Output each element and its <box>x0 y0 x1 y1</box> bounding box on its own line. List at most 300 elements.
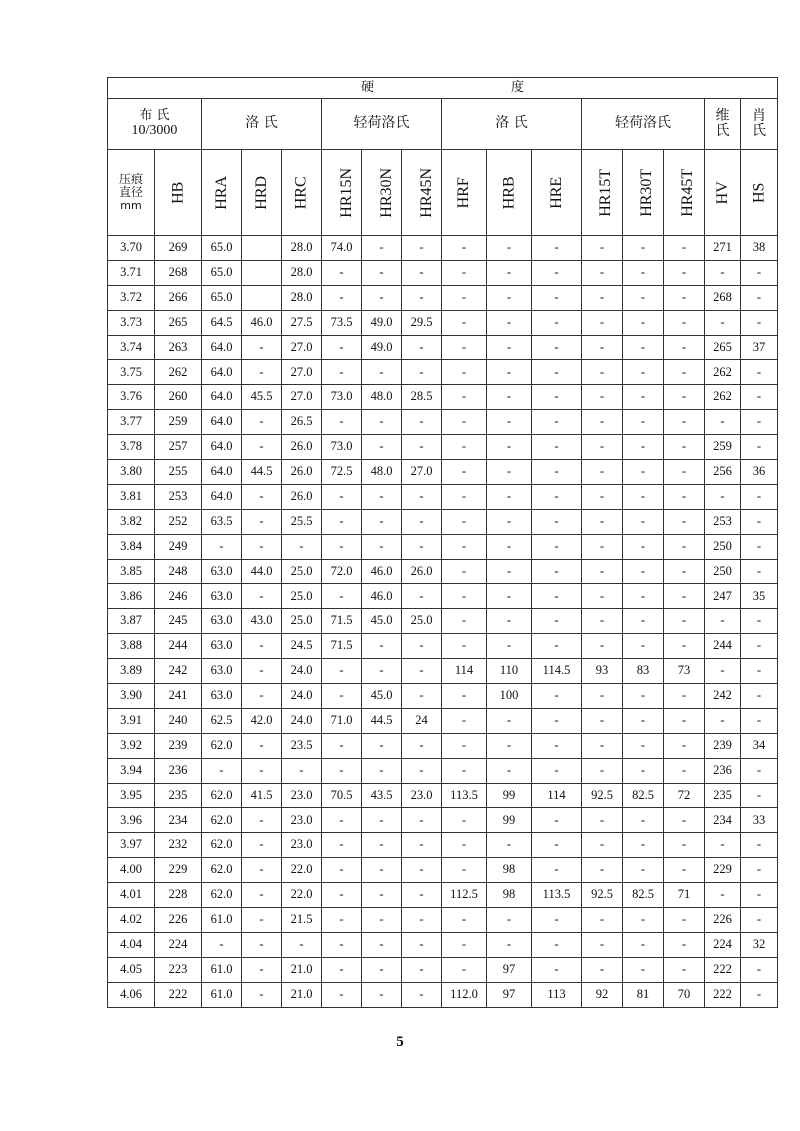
table-cell: - <box>741 659 778 684</box>
table-cell: - <box>442 236 487 261</box>
table-cell: - <box>664 335 705 360</box>
shore-header <box>741 99 778 150</box>
table-cell: - <box>623 385 664 410</box>
table-cell: 239 <box>155 733 202 758</box>
table-cell: 26.0 <box>282 460 322 485</box>
table-cell: 27.0 <box>402 460 442 485</box>
light-rockwell-header-2: 轻荷洛氏 <box>582 99 705 150</box>
table-cell: - <box>442 634 487 659</box>
table-cell: - <box>362 659 402 684</box>
table-cell: - <box>402 733 442 758</box>
column-header-hrf <box>442 150 487 236</box>
table-cell: - <box>532 808 582 833</box>
table-cell: 24.0 <box>282 684 322 709</box>
table-cell: - <box>623 858 664 883</box>
table-cell: - <box>202 932 242 957</box>
column-header-label: HRD <box>252 175 270 210</box>
table-cell: - <box>741 435 778 460</box>
table-cell: - <box>664 285 705 310</box>
table-cell: - <box>741 609 778 634</box>
table-cell: 64.0 <box>202 460 242 485</box>
table-cell: 25.5 <box>282 509 322 534</box>
table-cell: - <box>582 285 623 310</box>
table-cell: 262 <box>705 360 741 385</box>
table-row <box>108 758 778 783</box>
table-cell: - <box>532 932 582 957</box>
table-cell: - <box>582 808 623 833</box>
table-cell: - <box>664 410 705 435</box>
shore-label-2: 氏 <box>752 123 767 139</box>
table-cell: - <box>532 534 582 559</box>
table-cell: - <box>582 758 623 783</box>
table-cell: - <box>623 335 664 360</box>
table-cell: - <box>242 484 282 509</box>
table-cell: 250 <box>705 559 741 584</box>
table-cell: - <box>362 509 402 534</box>
table-cell: 268 <box>705 285 741 310</box>
table-row <box>108 609 778 634</box>
table-row <box>108 883 778 908</box>
table-row <box>108 659 778 684</box>
column-header-label: HRE <box>547 176 565 209</box>
table-cell: - <box>741 708 778 733</box>
table-cell: 42.0 <box>242 708 282 733</box>
table-cell: - <box>582 310 623 335</box>
table-cell: - <box>442 534 487 559</box>
column-header-label: HRC <box>292 176 310 209</box>
table-cell: 62.0 <box>202 858 242 883</box>
table-cell: - <box>487 908 532 933</box>
table-cell: - <box>362 484 402 509</box>
table-cell: 62.0 <box>202 883 242 908</box>
table-cell: - <box>322 733 362 758</box>
table-cell: 62.0 <box>202 783 242 808</box>
table-cell: 114.5 <box>532 659 582 684</box>
table-cell: - <box>532 684 582 709</box>
table-cell: 44.5 <box>242 460 282 485</box>
table-cell: 113 <box>532 982 582 1007</box>
table-cell: - <box>402 957 442 982</box>
table-cell: 63.0 <box>202 559 242 584</box>
table-cell: 45.5 <box>242 385 282 410</box>
table-cell: - <box>442 385 487 410</box>
table-cell: - <box>242 534 282 559</box>
table-cell: - <box>487 634 532 659</box>
table-cell: - <box>487 285 532 310</box>
table-cell: 70 <box>664 982 705 1007</box>
table-row <box>108 435 778 460</box>
table-row <box>108 584 778 609</box>
table-cell: 63.0 <box>202 609 242 634</box>
table-cell: 112.5 <box>442 883 487 908</box>
table-cell: 92.5 <box>582 883 623 908</box>
table-cell: - <box>487 460 532 485</box>
table-cell: - <box>664 310 705 335</box>
table-cell: - <box>362 360 402 385</box>
table-cell: - <box>582 932 623 957</box>
table-cell: - <box>741 858 778 883</box>
table-cell: - <box>582 534 623 559</box>
light-rockwell-header: 轻荷洛氏 <box>322 99 442 150</box>
table-cell: 93 <box>582 659 623 684</box>
table-cell: 92 <box>582 982 623 1007</box>
table-cell: - <box>322 260 362 285</box>
table-cell: 28.0 <box>282 236 322 261</box>
table-cell: 114 <box>532 783 582 808</box>
table-cell: - <box>741 410 778 435</box>
table-cell: - <box>623 733 664 758</box>
table-cell: 61.0 <box>202 908 242 933</box>
table-cell: 63.5 <box>202 509 242 534</box>
table-cell: - <box>362 435 402 460</box>
table-cell: - <box>582 410 623 435</box>
table-cell: - <box>402 509 442 534</box>
table-cell: - <box>487 584 532 609</box>
table-cell: 224 <box>155 932 202 957</box>
table-cell: 49.0 <box>362 335 402 360</box>
table-cell: - <box>623 808 664 833</box>
diameter-cell: 4.04 <box>108 932 155 957</box>
table-cell: - <box>402 484 442 509</box>
table-cell: 99 <box>487 783 532 808</box>
table-cell: 257 <box>155 435 202 460</box>
diameter-cell: 3.72 <box>108 285 155 310</box>
table-cell: 63.0 <box>202 584 242 609</box>
table-cell: - <box>582 708 623 733</box>
table-cell: - <box>664 534 705 559</box>
table-cell: - <box>282 534 322 559</box>
table-cell: - <box>362 833 402 858</box>
table-cell: - <box>442 908 487 933</box>
table-cell: - <box>242 932 282 957</box>
table-cell: - <box>362 410 402 435</box>
table-cell: 235 <box>705 783 741 808</box>
table-cell: 252 <box>155 509 202 534</box>
table-cell: - <box>442 360 487 385</box>
table-cell: - <box>362 634 402 659</box>
table-cell: - <box>623 932 664 957</box>
table-cell: - <box>532 559 582 584</box>
table-cell: - <box>532 285 582 310</box>
table-cell: 229 <box>705 858 741 883</box>
column-header-label: HRB <box>500 176 518 209</box>
table-cell: - <box>487 708 532 733</box>
rockwell-header: 洛 氏 <box>202 99 322 150</box>
table-cell: - <box>741 385 778 410</box>
table-cell: 253 <box>705 509 741 534</box>
table-cell: - <box>242 659 282 684</box>
table-cell: - <box>442 758 487 783</box>
table-cell: - <box>664 733 705 758</box>
table-cell: 247 <box>705 584 741 609</box>
table-cell: - <box>487 260 532 285</box>
table-cell: - <box>362 285 402 310</box>
table-cell: 45.0 <box>362 609 402 634</box>
table-cell: 72.5 <box>322 460 362 485</box>
table-cell: 33 <box>741 808 778 833</box>
table-cell: - <box>623 285 664 310</box>
table-cell: - <box>242 360 282 385</box>
table-cell: - <box>322 758 362 783</box>
table-cell: - <box>623 534 664 559</box>
table-cell: - <box>442 509 487 534</box>
table-cell: 29.5 <box>402 310 442 335</box>
table-cell: - <box>582 460 623 485</box>
diameter-cell: 3.75 <box>108 360 155 385</box>
table-cell: - <box>582 858 623 883</box>
table-cell: - <box>741 534 778 559</box>
table-cell: 25.0 <box>402 609 442 634</box>
brinell-sub-label: 10/3000 <box>131 123 178 139</box>
table-cell: - <box>402 534 442 559</box>
table-cell: - <box>532 484 582 509</box>
table-cell: - <box>402 932 442 957</box>
column-header-hr15t <box>582 150 623 236</box>
table-cell: 65.0 <box>202 285 242 310</box>
table-cell: 98 <box>487 883 532 908</box>
table-cell: - <box>242 335 282 360</box>
table-cell: - <box>362 534 402 559</box>
table-cell: - <box>402 410 442 435</box>
table-cell: 234 <box>705 808 741 833</box>
table-cell: - <box>487 410 532 435</box>
table-cell: 240 <box>155 708 202 733</box>
table-cell: - <box>442 310 487 335</box>
table-cell: 24.0 <box>282 659 322 684</box>
table-cell: - <box>487 236 532 261</box>
table-cell: - <box>442 957 487 982</box>
table-cell: 236 <box>705 758 741 783</box>
table-cell: - <box>442 335 487 360</box>
table-cell: 65.0 <box>202 260 242 285</box>
table-cell: 265 <box>705 335 741 360</box>
table-cell: - <box>664 957 705 982</box>
table-cell: - <box>741 509 778 534</box>
table-row <box>108 410 778 435</box>
table-cell: - <box>322 908 362 933</box>
table-cell: 46.0 <box>362 559 402 584</box>
table-row <box>108 310 778 335</box>
table-cell: 222 <box>155 982 202 1007</box>
table-cell: - <box>402 808 442 833</box>
table-cell: - <box>741 260 778 285</box>
table-cell: - <box>664 908 705 933</box>
table-cell: 64.0 <box>202 410 242 435</box>
table-cell: 82.5 <box>623 883 664 908</box>
table-cell: - <box>322 584 362 609</box>
table-cell: - <box>705 484 741 509</box>
table-cell: - <box>362 982 402 1007</box>
table-row <box>108 833 778 858</box>
table-cell: 239 <box>705 733 741 758</box>
diameter-cell: 3.71 <box>108 260 155 285</box>
table-cell: - <box>487 385 532 410</box>
brinell-label: 布 氏 <box>139 108 170 124</box>
table-row <box>108 733 778 758</box>
table-cell: - <box>442 559 487 584</box>
table-cell: - <box>623 708 664 733</box>
table-cell: - <box>282 932 322 957</box>
table-cell: - <box>623 559 664 584</box>
table-cell: - <box>623 460 664 485</box>
table-cell: - <box>487 484 532 509</box>
table-cell: - <box>442 708 487 733</box>
table-cell: - <box>487 609 532 634</box>
table-cell <box>242 236 282 261</box>
table-cell: 26.0 <box>282 484 322 509</box>
column-header-hra <box>202 150 242 236</box>
column-header-hr15n <box>322 150 362 236</box>
hardness-title <box>108 78 778 99</box>
table-row <box>108 708 778 733</box>
column-header-label: HB <box>169 181 187 204</box>
diameter-cell: 3.96 <box>108 808 155 833</box>
table-cell: - <box>322 659 362 684</box>
table-cell: 32 <box>741 932 778 957</box>
table-cell: - <box>582 908 623 933</box>
column-header-hr45t <box>664 150 705 236</box>
table-cell: - <box>582 634 623 659</box>
table-cell: 64.0 <box>202 360 242 385</box>
table-cell: 41.5 <box>242 783 282 808</box>
table-cell: - <box>623 634 664 659</box>
table-cell: 25.0 <box>282 559 322 584</box>
table-cell: - <box>242 509 282 534</box>
table-cell: - <box>664 708 705 733</box>
diameter-cell: 3.92 <box>108 733 155 758</box>
column-header-hr30t <box>623 150 664 236</box>
table-cell: - <box>322 982 362 1007</box>
diameter-label-1: 压痕 <box>118 172 143 187</box>
table-cell: - <box>402 285 442 310</box>
table-cell: - <box>442 410 487 435</box>
table-cell: - <box>741 758 778 783</box>
table-cell: - <box>322 883 362 908</box>
table-cell: 25.0 <box>282 584 322 609</box>
table-cell: - <box>664 435 705 460</box>
diameter-label-3: mm <box>120 198 142 212</box>
table-cell: 271 <box>705 236 741 261</box>
table-cell: - <box>623 509 664 534</box>
table-cell: 253 <box>155 484 202 509</box>
table-cell: - <box>242 634 282 659</box>
table-cell: 82.5 <box>623 783 664 808</box>
table-cell: - <box>362 908 402 933</box>
table-row <box>108 634 778 659</box>
column-header-hv <box>705 150 741 236</box>
table-cell: 23.0 <box>282 783 322 808</box>
table-cell: - <box>623 584 664 609</box>
diameter-cell: 3.95 <box>108 783 155 808</box>
table-cell: - <box>532 708 582 733</box>
table-cell: 61.0 <box>202 982 242 1007</box>
table-cell: - <box>362 883 402 908</box>
table-cell: - <box>202 534 242 559</box>
table-cell: - <box>362 808 402 833</box>
table-cell: - <box>402 684 442 709</box>
table-cell: 71 <box>664 883 705 908</box>
table-cell: 48.0 <box>362 385 402 410</box>
table-cell: - <box>532 310 582 335</box>
table-cell: 234 <box>155 808 202 833</box>
table-cell: - <box>487 559 532 584</box>
table-cell: - <box>582 385 623 410</box>
table-cell: - <box>664 758 705 783</box>
diameter-cell: 3.94 <box>108 758 155 783</box>
vickers-label-2: 氏 <box>715 123 730 139</box>
table-cell: 113.5 <box>442 783 487 808</box>
column-header-label: HR15T <box>597 168 615 217</box>
table-cell: - <box>242 758 282 783</box>
diameter-label-2: 直径 <box>118 185 143 200</box>
table-cell: 21.5 <box>282 908 322 933</box>
table-cell: - <box>582 559 623 584</box>
table-cell: 97 <box>487 957 532 982</box>
table-row <box>108 335 778 360</box>
table-cell: 64.0 <box>202 484 242 509</box>
table-cell: - <box>532 733 582 758</box>
table-cell: 226 <box>155 908 202 933</box>
table-row <box>108 509 778 534</box>
table-cell: - <box>322 858 362 883</box>
table-cell: 97 <box>487 982 532 1007</box>
table-cell: 244 <box>705 634 741 659</box>
table-cell: - <box>705 659 741 684</box>
table-cell: - <box>242 584 282 609</box>
table-row <box>108 982 778 1007</box>
table-cell: 64.5 <box>202 310 242 335</box>
table-cell: - <box>582 833 623 858</box>
table-cell: - <box>664 808 705 833</box>
diameter-cell: 4.02 <box>108 908 155 933</box>
table-cell: - <box>362 236 402 261</box>
table-cell: - <box>741 783 778 808</box>
table-cell: 255 <box>155 460 202 485</box>
table-cell: 22.0 <box>282 883 322 908</box>
diameter-cell: 4.05 <box>108 957 155 982</box>
table-row <box>108 385 778 410</box>
table-cell: 24.5 <box>282 634 322 659</box>
table-cell: 83 <box>623 659 664 684</box>
column-header-hre <box>532 150 582 236</box>
table-cell: 229 <box>155 858 202 883</box>
table-cell: - <box>705 310 741 335</box>
table-cell: - <box>242 908 282 933</box>
table-cell: - <box>442 584 487 609</box>
table-cell: - <box>487 360 532 385</box>
table-cell: - <box>442 858 487 883</box>
table-cell: - <box>532 435 582 460</box>
table-cell: - <box>582 236 623 261</box>
table-cell: 23.5 <box>282 733 322 758</box>
table-cell: 46.0 <box>362 584 402 609</box>
table-cell: 63.0 <box>202 684 242 709</box>
table-cell: - <box>442 833 487 858</box>
table-cell: - <box>362 733 402 758</box>
table-cell: - <box>623 435 664 460</box>
table-cell: - <box>741 634 778 659</box>
table-cell: - <box>532 236 582 261</box>
table-cell: 113.5 <box>532 883 582 908</box>
diameter-cell: 4.06 <box>108 982 155 1007</box>
table-cell: 70.5 <box>322 783 362 808</box>
diameter-cell: 3.77 <box>108 410 155 435</box>
table-cell: 73.5 <box>322 310 362 335</box>
table-cell: - <box>532 410 582 435</box>
table-cell: - <box>582 509 623 534</box>
table-cell: - <box>242 982 282 1007</box>
table-cell: - <box>532 385 582 410</box>
